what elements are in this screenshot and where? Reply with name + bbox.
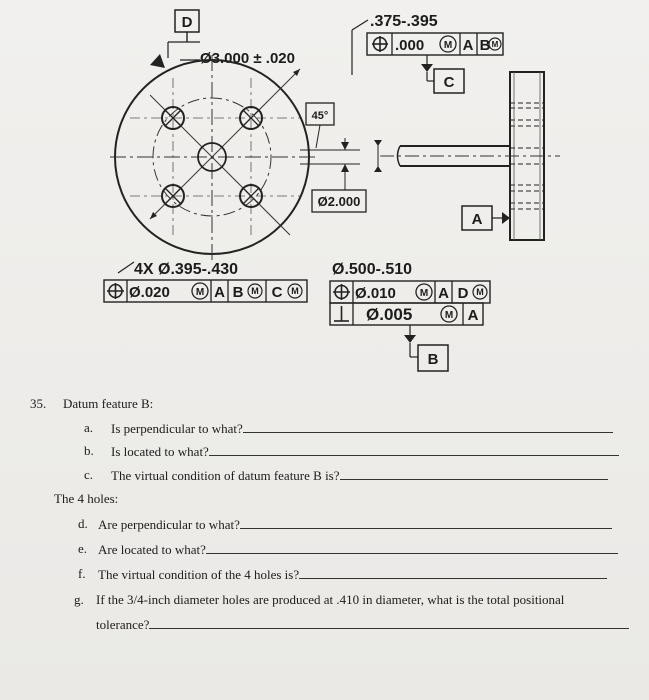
top-size-dim: .375-.395 xyxy=(370,13,438,30)
boss-diameter-label: Ø2.000 xyxy=(317,194,361,209)
item-e xyxy=(98,541,618,558)
item-c-text: The virtual condition of datum feature B is? xyxy=(111,468,340,483)
item-g-label: g. xyxy=(74,592,84,607)
answer-line-e[interactable] xyxy=(206,541,618,554)
item-f-label: f. xyxy=(78,566,86,581)
top-fcf xyxy=(367,33,503,55)
holes-heading: The 4 holes: xyxy=(54,491,119,506)
item-a-text: Is perpendicular to what? xyxy=(111,421,243,436)
datum-a-label: A xyxy=(471,211,483,228)
svg-text:M: M xyxy=(195,287,205,298)
holes-fcf xyxy=(104,280,307,302)
item-g-text2: tolerance? xyxy=(96,617,150,632)
svg-text:M: M xyxy=(443,40,453,51)
item-d xyxy=(98,516,612,533)
svg-text:M: M xyxy=(251,286,259,296)
svg-text:Ø.010: Ø.010 xyxy=(355,285,396,302)
item-a xyxy=(111,420,613,437)
answer-line-b[interactable] xyxy=(209,443,619,456)
item-d-label: d. xyxy=(78,516,88,531)
svg-text:B: B xyxy=(479,37,491,54)
svg-text:M: M xyxy=(444,310,454,321)
item-a-label: a. xyxy=(84,420,94,435)
answer-line-c[interactable] xyxy=(340,467,608,480)
answer-line-a[interactable] xyxy=(243,420,613,433)
datum-b-label: B xyxy=(427,351,439,368)
item-b-text: Is located to what? xyxy=(111,444,209,459)
item-b xyxy=(111,443,619,460)
svg-text:M: M xyxy=(291,286,299,296)
question-number: 35. xyxy=(30,396,47,411)
shaft-fcf-perpendicularity xyxy=(330,303,483,325)
item-b-label: b. xyxy=(84,443,94,458)
datum-d-triangle xyxy=(150,54,165,68)
holes-size-dim: 4X Ø.395-.430 xyxy=(134,261,239,278)
side-view xyxy=(374,72,560,240)
item-e-label: e. xyxy=(78,541,88,556)
bolt-circle-dim: Ø3.000 ± .020 xyxy=(200,50,295,67)
svg-text:A: A xyxy=(214,284,225,301)
svg-text:A: A xyxy=(467,307,479,324)
item-g-text: If the 3/4-inch diameter holes are produced at .410 in diameter, what is the total positional xyxy=(96,592,565,607)
svg-text:M: M xyxy=(476,287,484,297)
shaft-size-dim: Ø.500-.510 xyxy=(332,261,413,278)
item-d-text: Are perpendicular to what? xyxy=(98,517,240,532)
item-c xyxy=(111,467,608,484)
angle-label: 45° xyxy=(311,110,329,122)
answer-line-d[interactable] xyxy=(240,516,612,529)
item-f-text: The virtual condition of the 4 holes is? xyxy=(98,567,300,582)
item-g-cont xyxy=(96,616,629,633)
item-c-label: c. xyxy=(84,467,94,482)
svg-text:Ø.020: Ø.020 xyxy=(129,284,170,301)
datum-c-label: C xyxy=(443,74,455,91)
answer-line-f[interactable] xyxy=(299,566,607,579)
svg-text:M: M xyxy=(491,40,499,49)
svg-text:C: C xyxy=(271,284,283,301)
datum-d-label: D xyxy=(181,14,193,31)
item-f xyxy=(98,566,607,583)
svg-text:.000: .000 xyxy=(395,37,425,54)
svg-text:D: D xyxy=(457,285,469,302)
svg-text:A: A xyxy=(438,285,449,302)
shaft-fcf-position xyxy=(330,281,490,303)
svg-text:Ø.005: Ø.005 xyxy=(366,305,413,324)
question-title: Datum feature B: xyxy=(63,396,154,411)
answer-line-g[interactable] xyxy=(149,616,629,629)
svg-text:A: A xyxy=(462,37,474,54)
svg-text:B: B xyxy=(232,284,244,301)
item-e-text: Are located to what? xyxy=(98,542,206,557)
svg-text:M: M xyxy=(419,288,429,299)
